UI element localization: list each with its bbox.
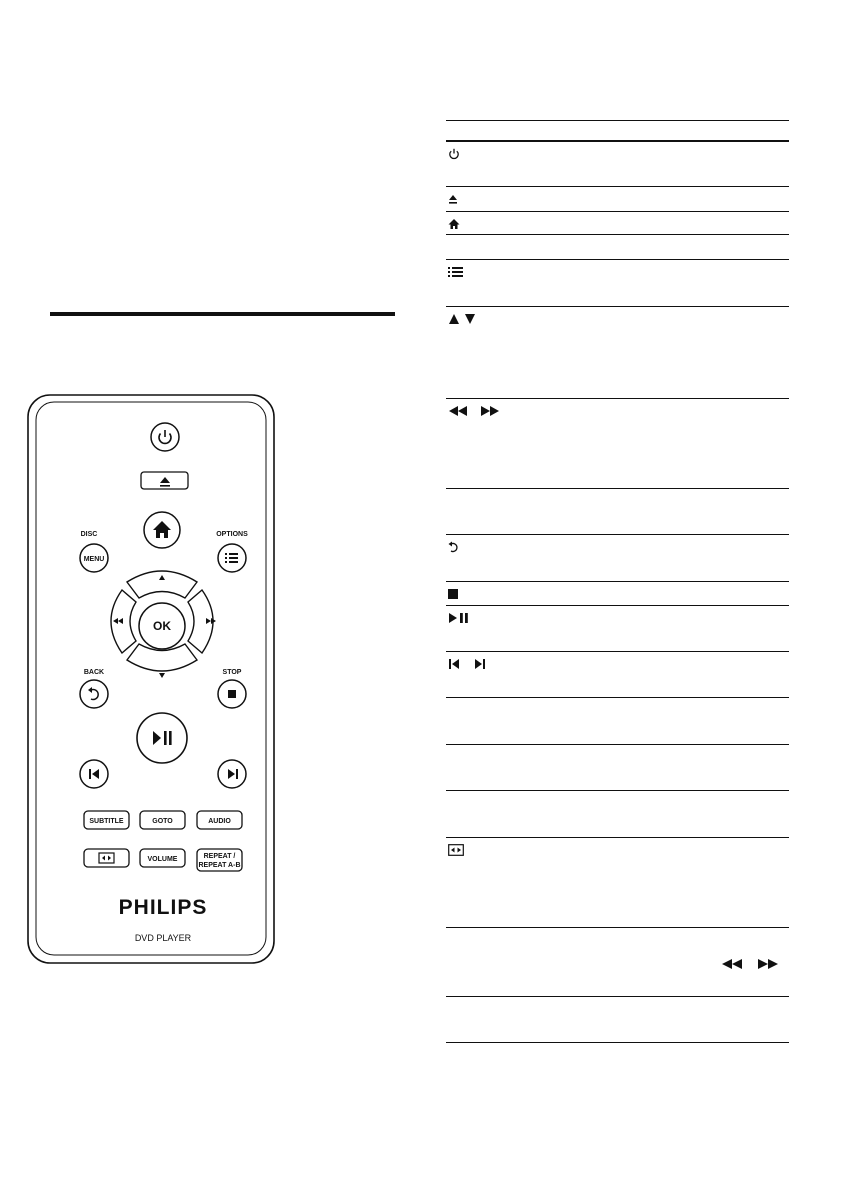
home-icon — [448, 218, 460, 230]
remote-next-button[interactable] — [218, 760, 246, 788]
play-pause-icon — [448, 612, 470, 624]
table-row — [446, 928, 789, 997]
row-icon-cell — [448, 612, 470, 624]
next-icon — [474, 658, 486, 670]
eject-icon — [448, 193, 458, 205]
repeat-label-line1: REPEAT / — [203, 853, 236, 860]
row-icon-cell — [448, 218, 460, 230]
table-row — [446, 235, 789, 260]
disc-label: DISC — [80, 531, 98, 538]
table-row — [446, 606, 789, 652]
table-row — [446, 535, 789, 582]
remote-fast-forward-button[interactable] — [188, 590, 216, 653]
table-row — [446, 791, 789, 838]
row-icon-cell — [448, 658, 486, 670]
fast-forward-icon — [480, 405, 500, 417]
power-icon — [448, 148, 460, 160]
remote-goto-button[interactable] — [140, 811, 185, 829]
remote-disc-menu-button[interactable] — [80, 544, 108, 572]
table-row — [446, 260, 789, 307]
brand-logo: PHILIPS — [118, 896, 208, 919]
table-row — [446, 142, 789, 187]
stop-icon — [448, 588, 458, 600]
zoom-icon — [448, 844, 464, 856]
menu-label: MENU — [83, 556, 105, 563]
row-icon-cell — [448, 405, 500, 417]
table-row — [446, 997, 789, 1043]
row-icon-cell — [448, 541, 458, 553]
row-icon-cell — [448, 313, 476, 325]
table-header — [446, 120, 789, 142]
table-row — [446, 838, 789, 928]
remote-volume-button[interactable] — [140, 849, 185, 867]
audio-label: AUDIO — [208, 818, 231, 825]
remote-up-button[interactable] — [127, 571, 197, 598]
table-row — [446, 187, 789, 212]
button-reference-table — [446, 120, 789, 1043]
up-triangle-icon — [448, 313, 460, 325]
remote-repeat-button[interactable] — [197, 849, 242, 871]
stop-label: STOP — [222, 669, 242, 676]
fast-forward-icon — [206, 618, 216, 624]
ok-label: OK — [153, 619, 171, 633]
options-label: OPTIONS — [216, 531, 248, 538]
remote-back-button[interactable] — [80, 680, 108, 708]
row-icon-cell — [448, 588, 458, 600]
row-inline-icons — [721, 958, 779, 970]
row-icon-cell — [448, 193, 458, 205]
row-icon-cell — [448, 844, 464, 856]
row-icon-cell — [448, 148, 460, 160]
model-label: DVD PLAYER — [134, 933, 192, 943]
remote-audio-button[interactable] — [197, 811, 242, 829]
repeat-label-line2: REPEAT A-B — [198, 862, 241, 869]
remote-rewind-button[interactable] — [111, 590, 136, 653]
remote-home-button[interactable] — [144, 512, 180, 548]
remote-ok-button[interactable] — [139, 603, 185, 649]
row-icon-cell — [448, 266, 464, 278]
remote-play-pause-button[interactable] — [137, 713, 187, 763]
options-list-icon — [448, 266, 464, 278]
section-heading-rule — [50, 312, 395, 316]
down-triangle-icon — [464, 313, 476, 325]
remote-subtitle-button[interactable] — [84, 811, 129, 829]
down-arrow-icon — [159, 673, 165, 678]
goto-label: GOTO — [152, 818, 173, 825]
remote-power-button[interactable] — [151, 423, 179, 451]
options-list-icon — [225, 553, 238, 563]
table-row — [446, 399, 789, 489]
table-row — [446, 582, 789, 606]
table-row — [446, 745, 789, 791]
previous-icon — [448, 658, 460, 670]
remote-zoom-button[interactable] — [84, 849, 129, 867]
volume-label: VOLUME — [147, 856, 178, 863]
remote-options-button[interactable] — [218, 544, 246, 572]
remote-stop-button[interactable] — [218, 680, 246, 708]
back-label: BACK — [83, 669, 105, 676]
table-row — [446, 652, 789, 698]
rewind-icon — [721, 958, 743, 970]
remote-eject-button[interactable] — [141, 472, 188, 489]
remote-previous-button[interactable] — [80, 760, 108, 788]
back-icon — [448, 541, 458, 553]
table-row — [446, 489, 789, 535]
fast-forward-icon — [757, 958, 779, 970]
subtitle-label: SUBTITLE — [89, 818, 124, 825]
table-row — [446, 698, 789, 745]
rewind-icon — [448, 405, 468, 417]
table-row — [446, 307, 789, 399]
stop-icon — [228, 690, 236, 698]
table-row — [446, 212, 789, 235]
